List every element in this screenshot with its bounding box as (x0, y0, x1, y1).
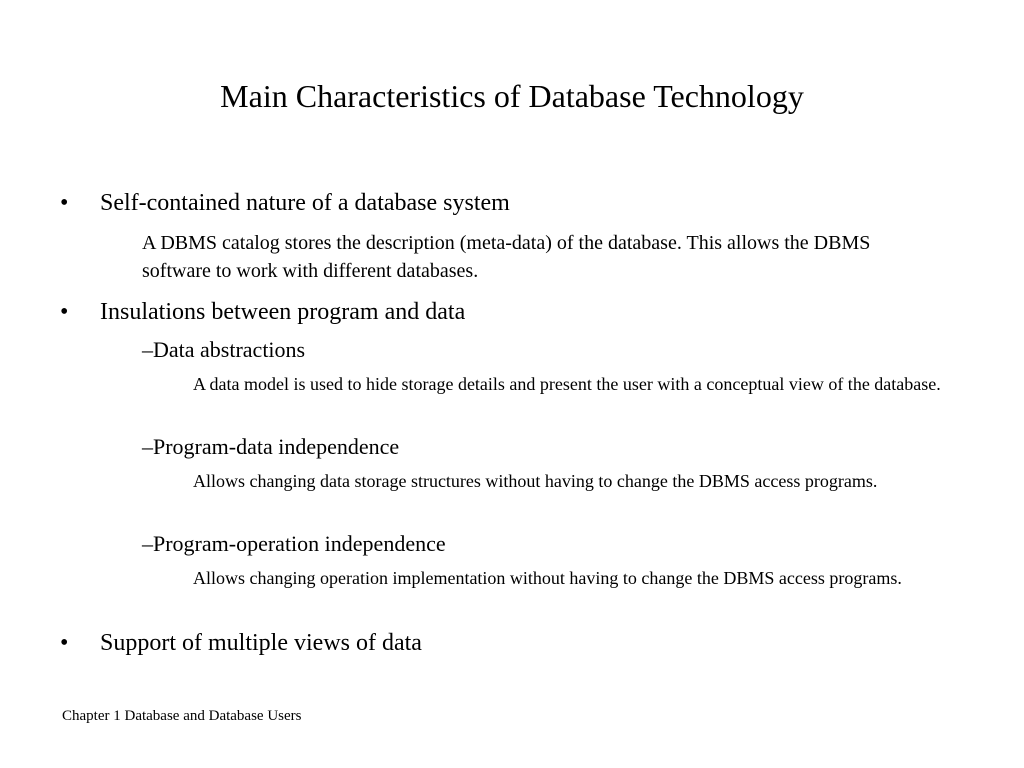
bullet-item-insulations (60, 297, 465, 327)
bullet-text: Insulations between program and data (100, 299, 466, 325)
slide-title: Main Characteristics of Database Technology (220, 78, 804, 114)
bullet-icon: • (60, 630, 69, 656)
bullet-text: Self-contained nature of a database system (100, 190, 510, 216)
bullet-item-multiple-views (60, 628, 422, 658)
subitem-program-data-independence: –Program-data independence (142, 434, 400, 459)
bullet-item-self-contained (60, 188, 510, 218)
bullet-icon: • (60, 190, 69, 216)
subitem-description: Allows changing operation implementation without having to change the DBMS access programs. (193, 568, 902, 588)
subitem-data-abstractions: –Data abstractions (142, 337, 306, 362)
bullet-icon: • (60, 299, 69, 325)
subitem-description: Allows changing data storage structures without having to change the DBMS access programs. (193, 471, 878, 491)
slide-footer: Chapter 1 Database and Database Users (62, 708, 302, 724)
subitem-description: A data model is used to hide storage details and present the user with a conceptual view of the database. (193, 374, 941, 394)
bullet-text: Support of multiple views of data (100, 630, 422, 656)
bullet-description: A DBMS catalog stores the description (meta-data) of the database. This allows the DBMS software to work with different databases. (142, 232, 871, 282)
subitem-program-operation-independence: –Program-operation independence (142, 531, 446, 556)
